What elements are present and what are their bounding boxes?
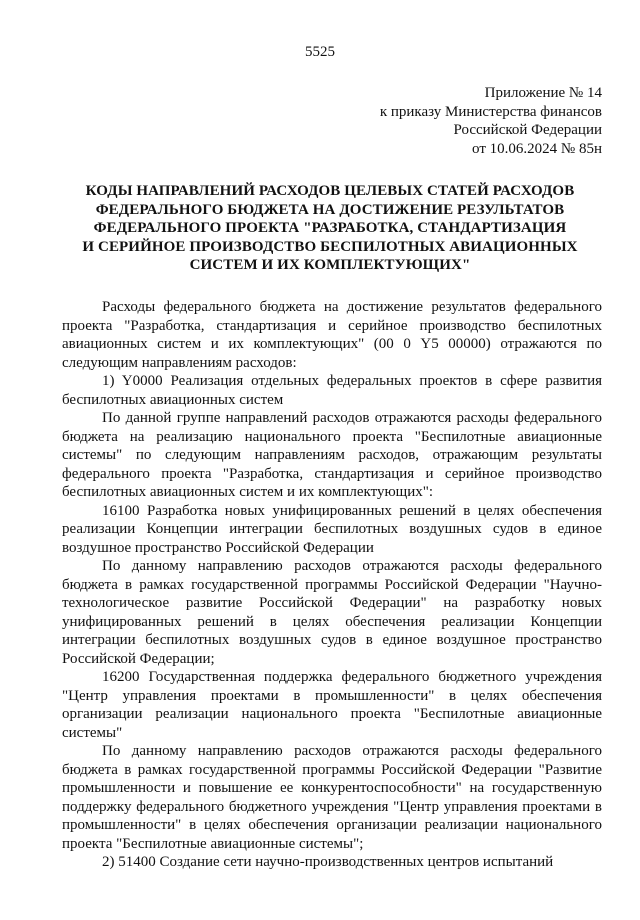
paragraph: 16100 Разработка новых унифицированных решений в целях обеспечения реализации Концепции интеграции беспилотных воздушных судов в единое воздушное пространство Российской Федерации — [62, 502, 602, 556]
appendix-header — [380, 84, 602, 158]
title-line: ФЕДЕРАЛЬНОГО ПРОЕКТА "РАЗРАБОТКА, СТАНДАРТИЗАЦИЯ — [93, 220, 567, 236]
page-number: 5525 — [305, 44, 335, 60]
paragraph: Расходы федерального бюджета на достижение результатов федерального проекта "Разработка, стандартизация и серийное производство беспилотных авиационных систем и их комплектующих" (00 0 Y5 00000) отражаются по следующим направлениям расходов: — [62, 299, 602, 371]
title-line: КОДЫ НАПРАВЛЕНИЙ РАСХОДОВ ЦЕЛЕВЫХ СТАТЕЙ РАСХОДОВ — [85, 183, 575, 199]
appendix-line: Приложение № 14 — [484, 85, 602, 101]
title-line: СИСТЕМ И ИХ КОМПЛЕКТУЮЩИХ" — [189, 257, 471, 273]
paragraph: 1) Y0000 Реализация отдельных федеральных проектов в сфере развития беспилотных авиационных систем — [62, 373, 602, 408]
document-title — [60, 182, 600, 275]
appendix-line: от 10.06.2024 № 85н — [472, 140, 602, 157]
title-line: ФЕДЕРАЛЬНОГО БЮДЖЕТА НА ДОСТИЖЕНИЕ РЕЗУЛЬТАТОВ — [95, 201, 565, 218]
paragraph: По данному направлению расходов отражаются расходы федерального бюджета в рамках государственной программы Российской Федерации "Научно-технологическое развитие Российской Федерации" на разработку новых унифицированных решений в целях обеспечения реализации Концепции интеграции беспилотных воздушных судов в единое воздушное пространство Российской Федерации; — [62, 558, 602, 667]
title-line: И СЕРИЙНОЕ ПРОИЗВОДСТВО БЕСПИЛОТНЫХ АВИАЦИОННЫХ — [82, 238, 578, 255]
paragraph: 2) 51400 Создание сети научно-производственных центров испытаний — [102, 854, 554, 870]
paragraph: По данной группе направлений расходов отражаются расходы федерального бюджета на реализацию национального проекта "Беспилотные авиационные системы" по следующим направлениям расходов, отражающим результаты федерального проекта "Разработка, стандартизация и серийное производство беспилотных авиационных систем и их комплектующих": — [62, 410, 602, 500]
paragraph: По данному направлению расходов отражаются расходы федерального бюджета в рамках государственной программы Российской Федерации "Развитие промышленности и повышение ее конкурентоспособности" на государственную поддержку федерального бюджетного учреждения "Центр управления проектами в промышленности" в целях обеспечения организации реализации национального проекта "Беспилотные авиационные системы"; — [62, 743, 602, 852]
appendix-line: Российской Федерации — [453, 122, 602, 138]
appendix-line: к приказу Министерства финансов — [379, 103, 602, 120]
document-body — [62, 298, 602, 872]
paragraph: 16200 Государственная поддержка федерального бюджетного учреждения "Центр управления проектами в промышленности" в целях обеспечения организации реализации национального проекта "Беспилотные авиационные системы" — [62, 669, 602, 741]
